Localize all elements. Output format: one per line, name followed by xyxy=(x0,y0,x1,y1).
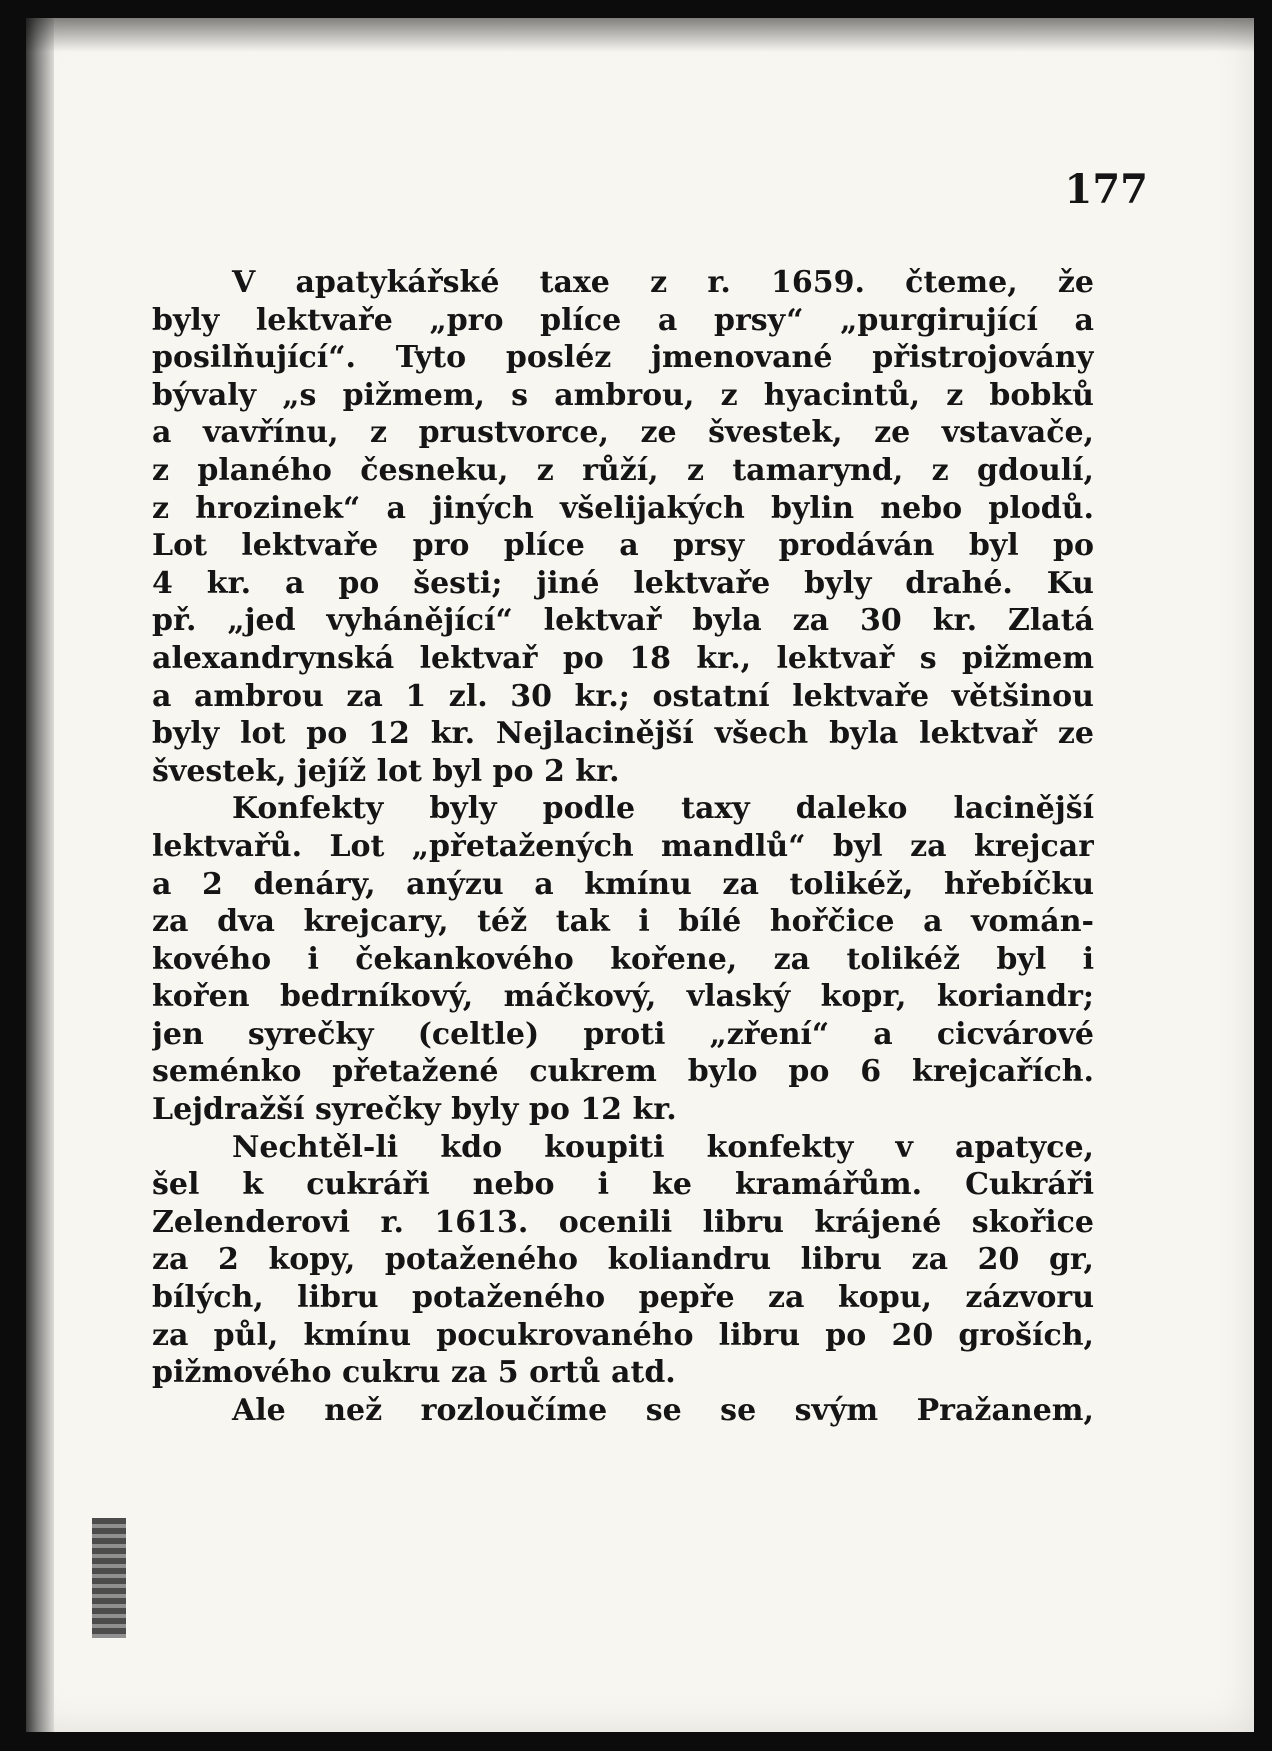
page-top-shadow xyxy=(26,18,1254,52)
text-line: kového i čekankového kořene, za tolikéž byl i xyxy=(152,941,1094,977)
text-line: seménko přetažené cukrem bylo po 6 krejcařích. xyxy=(152,1054,1094,1090)
text-line: lektvařů. Lot „přetažených mandlů“ byl za krejcar xyxy=(152,828,1094,864)
text-line: kořen bedrníkový, máčkový, vlaský kopr, koriandr; xyxy=(152,979,1094,1015)
text-line: pižmového cukru za 5 ortů atd. xyxy=(152,1355,676,1391)
text-line: jen syrečky (celtle) proti „zření“ a cicvárové xyxy=(152,1016,1094,1052)
text-line: Ale než rozloučíme se se svým Pražanem, xyxy=(232,1392,1094,1428)
text-line: Zelenderovi r. 1613. ocenili libru krájené skořice xyxy=(152,1204,1094,1240)
margin-mark xyxy=(92,1518,126,1638)
text-line: z hrozinek“ a jiných všelijakých bylin nebo plodů. xyxy=(152,490,1094,526)
text-line: švestek, jejíž lot byl po 2 kr. xyxy=(152,753,620,789)
text-line: V apatykářské taxe z r. 1659. čteme, že xyxy=(232,265,1094,300)
text-line: a ambrou za 1 zl. 30 kr.; ostatní lektvaře většinou xyxy=(152,678,1094,714)
text-line: alexandrynská lektvař po 18 kr., lektvař s pižmem xyxy=(152,640,1094,676)
text-line: 4 kr. a po šesti; jiné lektvaře byly drahé. Ku xyxy=(152,565,1094,601)
text-line: Lejdražší syrečky byly po 12 kr. xyxy=(152,1092,677,1128)
text-line: za dva krejcary, též tak i bílé hořčice a vomán- xyxy=(152,904,1094,940)
body-text xyxy=(152,264,1094,1429)
page-spine-shadow xyxy=(26,18,54,1732)
text-line: Konfekty byly podle taxy daleko lacinější xyxy=(232,791,1094,827)
text-line: Lot lektvaře pro plíce a prsy prodáván byl po xyxy=(152,528,1094,564)
text-line: za půl, kmínu pocukrovaného libru po 20 groších, xyxy=(152,1317,1094,1353)
text-line: šel k cukráři nebo i ke kramářům. Cukráři xyxy=(152,1167,1094,1203)
text-line: byly lektvaře „pro plíce a prsy“ „purgirující a xyxy=(152,302,1094,338)
text-line: byly lot po 12 kr. Nejlacinější všech byla lektvař ze xyxy=(152,716,1094,752)
text-line: bílých, libru potaženého pepře za kopu, zázvoru xyxy=(152,1280,1094,1316)
text-line: posilňující“. Tyto posléz jmenované přistrojovány xyxy=(152,340,1094,376)
text-line: Nechtěl-li kdo koupiti konfekty v apatyce, xyxy=(232,1129,1094,1165)
text-line: a 2 denáry, anýzu a kmínu za tolikéž, hřebíčku xyxy=(152,866,1094,902)
text-line: za 2 kopy, potaženého koliandru libru za 20 gr, xyxy=(152,1242,1094,1278)
text-line: př. „jed vyhánějící“ lektvař byla za 30 kr. Zlatá xyxy=(152,603,1094,639)
page-number: 177 xyxy=(1064,166,1148,213)
text-line: bývaly „s pižmem, s ambrou, z hyacintů, z bobků xyxy=(152,377,1094,413)
book-page xyxy=(26,18,1254,1732)
text-line: z planého česneku, z růží, z tamarynd, z gdoulí, xyxy=(152,452,1094,488)
text-line: a vavřínu, z prustvorce, ze švestek, ze vstavače, xyxy=(152,415,1094,451)
